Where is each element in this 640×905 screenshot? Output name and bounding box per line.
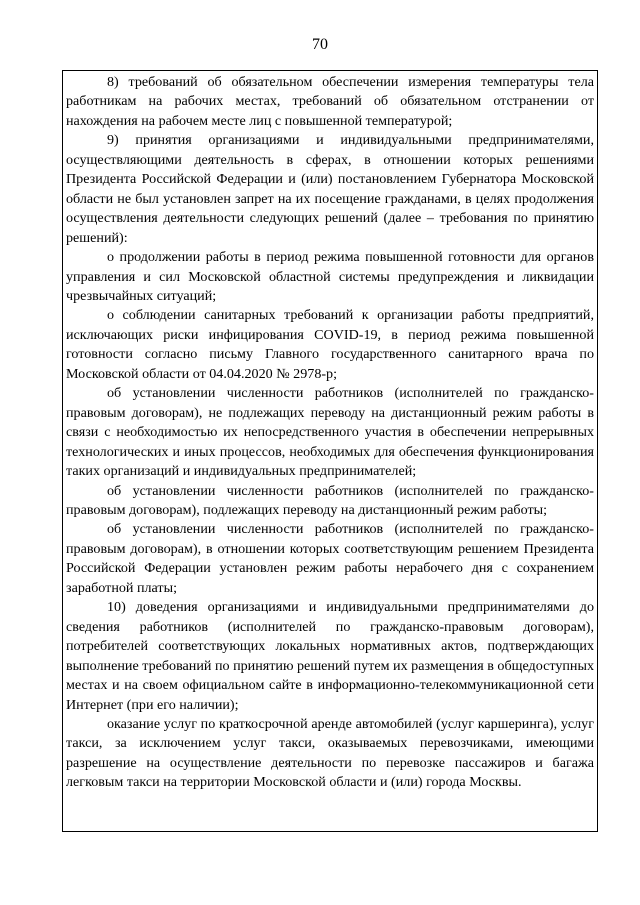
- paragraph-continuation-of-work: о продолжении работы в период режима повышенной готовности для органов управления и сил Московской областной системы предупреждения и ликвидации чрезвычайных ситуаций;: [66, 249, 594, 304]
- paragraph-item-9: 9) принятия организациями и индивидуальными предпринимателями, осуществляющими деятельность в сферах, в отношении которых решениями Президента Российской Федерации и (или) постановлением Губернатора Московской области не был установлен запрет на их посещение гражданами, в целях продолжения осуществления деятельности следующих решений (далее – требования по принятию решений):: [66, 132, 594, 246]
- paragraph-car-rental-taxi: оказание услуг по краткосрочной аренде автомобилей (услуг каршеринга), услуг такси, за исключением услуг такси, оказываемых перевозчиками, имеющими разрешение на осуществление деятельности по перевозке пассажиров и багажа легковым такси на территории Московской области и (или) города Москвы.: [66, 715, 594, 791]
- paragraph-remote-workers: об установлении численности работников (исполнителей по гражданско-правовым договорам), подлежащих переводу на дистанционный режим работы;: [66, 482, 594, 518]
- paragraph-item-8: 8) требований об обязательном обеспечении измерения температуры тела работникам на рабочих местах, требований об обязательном отстранении от нахождения на рабочем месте лиц с повышенной температурой;: [66, 74, 594, 129]
- paragraph-sanitary-requirements: о соблюдении санитарных требований к организации работы предприятий, исключающих риски инфицирования COVID-19, в период режима повышенной готовности согласно письму Главного государственного санитарного врача по Московской области от 04.04.2020 № 2978-р;: [66, 307, 594, 382]
- page-number: 70: [312, 36, 328, 53]
- document-text-frame: [62, 70, 598, 832]
- paragraph-nonworking-day-workers: об установлении численности работников (исполнителей по гражданско-правовым договорам), в отношении которых соответствующим решением Президента Российской Федерации установлен режим работы нерабочего дня с сохранением заработной платы;: [66, 521, 594, 596]
- paragraph-nonremote-workers: об установлении численности работников (исполнителей по гражданско-правовым договорам), не подлежащих переводу на дистанционный режим работы в связи с необходимостью их непосредственного участия в обеспечении непрерывных технологических и иных процессов, необходимых для обеспечения функционирования таких организаций и индивидуальных предпринимателей;: [66, 385, 594, 480]
- paragraph-item-10: 10) доведения организациями и индивидуальными предпринимателями до сведения работников (исполнителей по гражданско-правовым договорам), потребителей соответствующих локальных нормативных актов, подтверждающих выполнение требований по принятию решений путем их размещения в общедоступных местах и на своем официальном сайте в информационно-телекоммуникационной сети Интернет (при его наличии);: [66, 599, 594, 713]
